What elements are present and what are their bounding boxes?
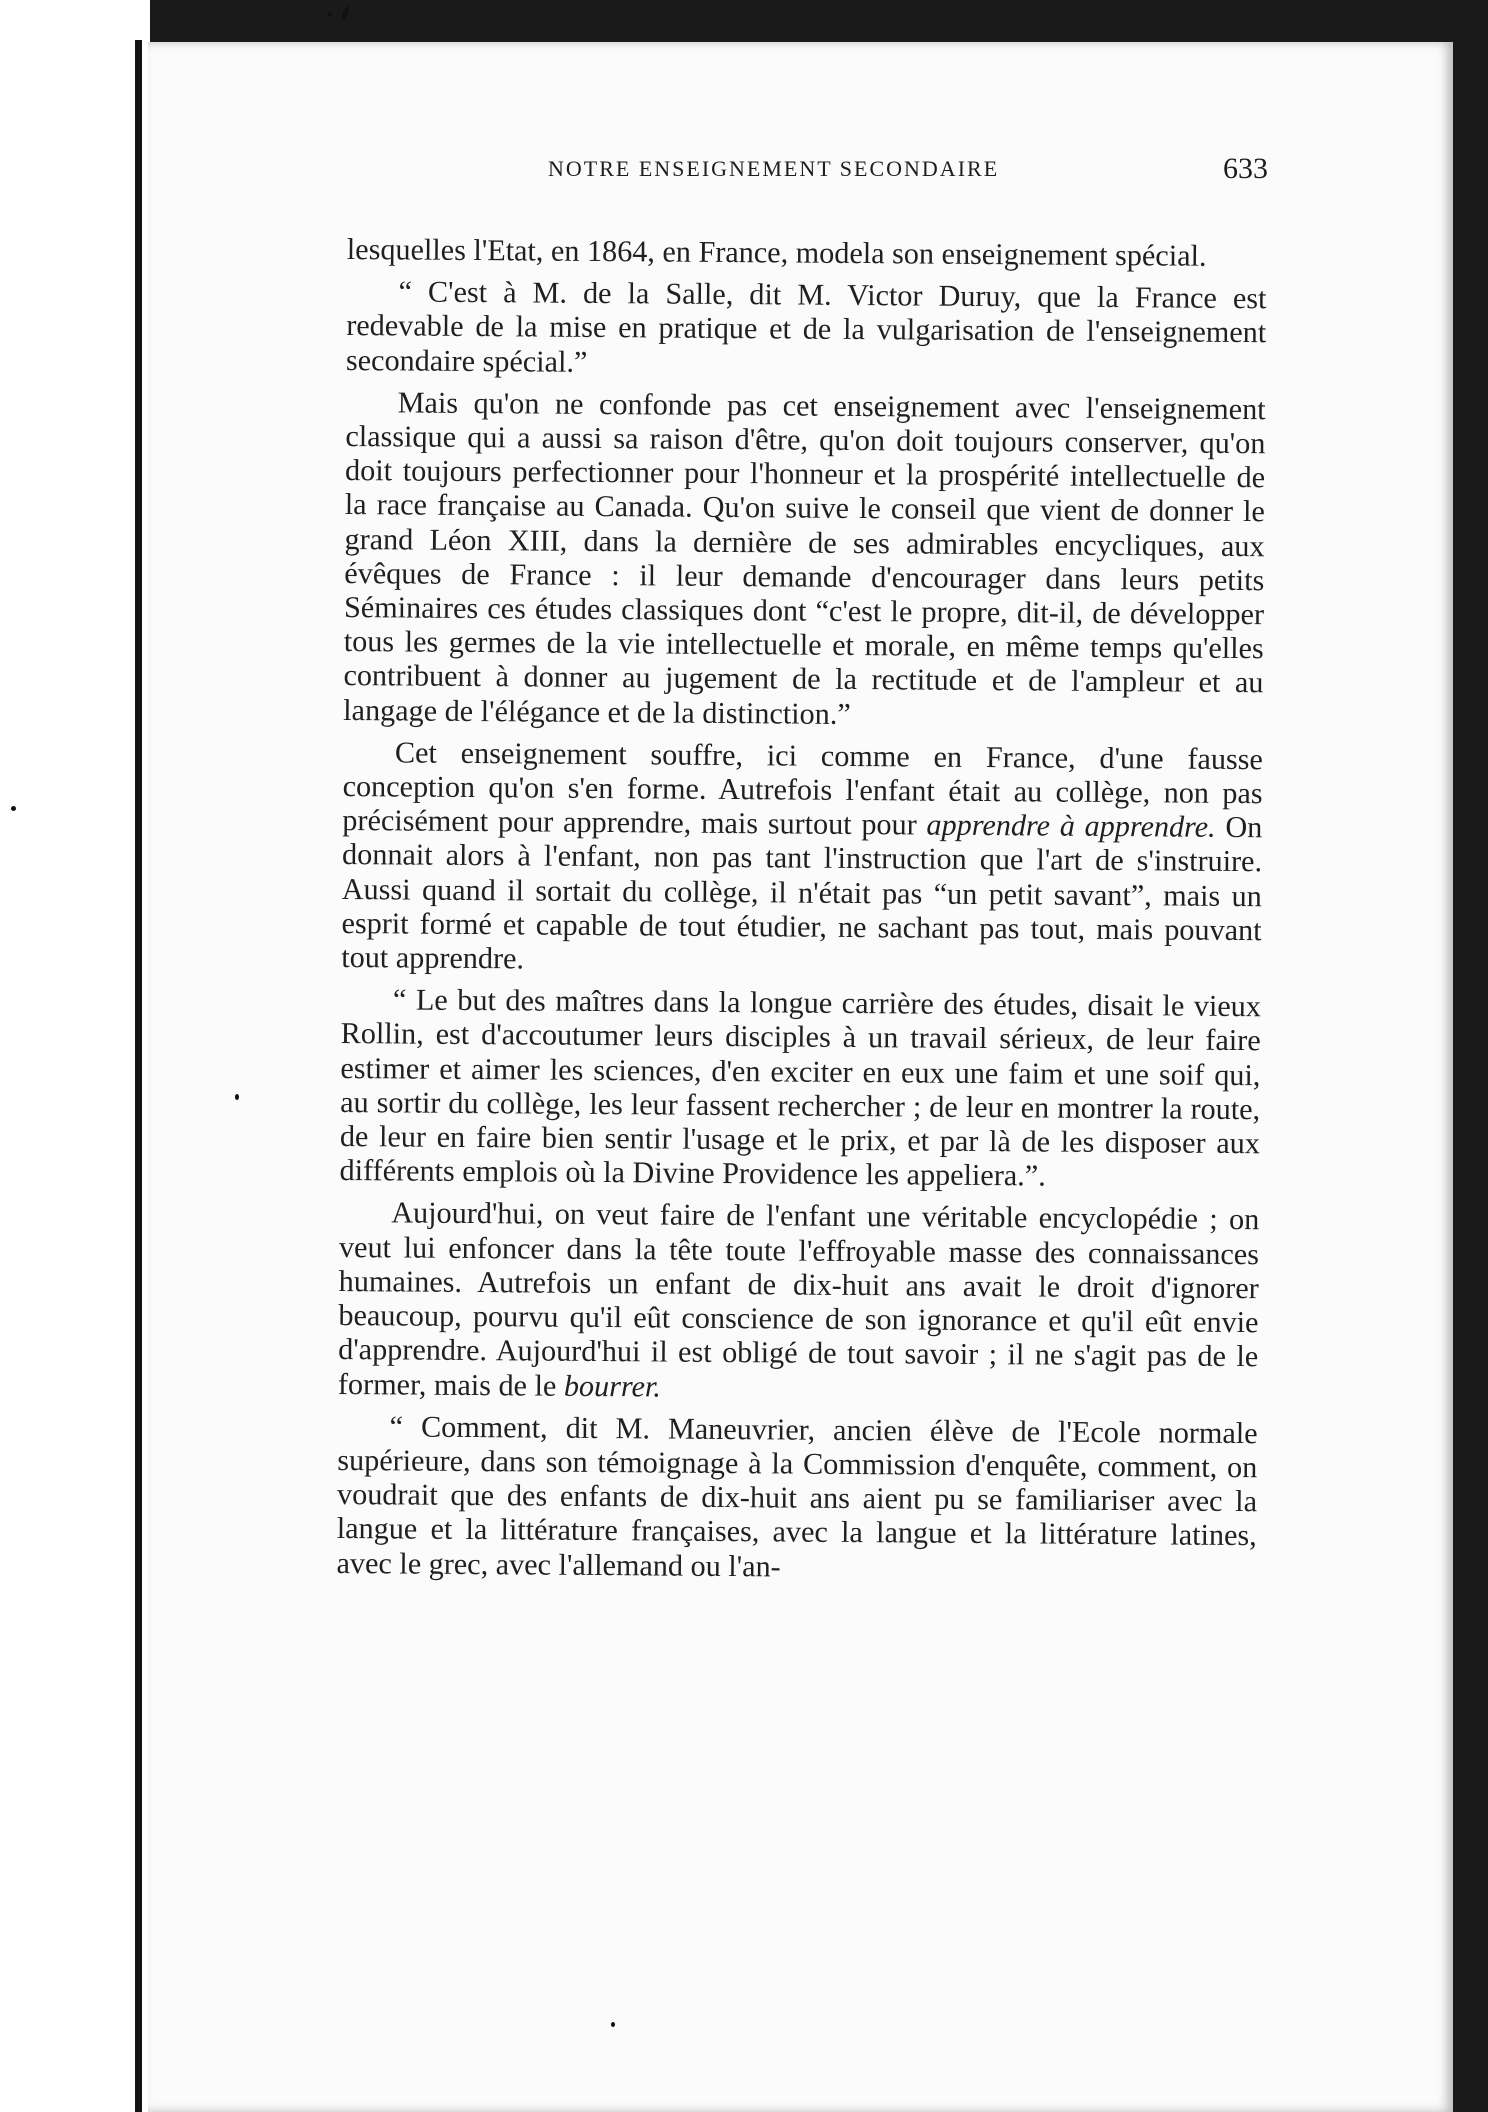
book-spine-shadow [135,40,142,2112]
paragraph: “ Le but des maîtres dans la longue carrière des études, disait le vieux Rollin, est d'accoutumer leurs disciples à un travail sérieux, de leur faire estimer et aimer les sciences, d'en exciter en eux une faim et une soif qui, au sortir du collège, les leur fassent rechercher ; de leur en montrer la route, de leur en faire bien sentir l'usage et le prix, et par là de les disposer aux différents emplois où la Divine Providence les appeliera.”. [339,982,1262,1193]
paragraph-text: Aujourd'hui, on veut faire de l'enfant une véritable encyclopédie ; on veut lui enfoncer dans la tête toute l'effroyable masse des connaissances humaines. Autrefois un enfant de dix-huit ans avait le droit d'ignorer beaucoup, pourvu qu'il eût conscience de son ignorance et qu'il eût envie d'apprendre. Aujourd'hui il est obligé de tout savoir ; il ne s'agit pas de le former, mais de le [337,1195,1260,1403]
paragraph: lesquelles l'Etat, en 1864, en France, modela son enseignement spécial. [346,232,1207,273]
scan-speck [328,12,332,17]
facing-page-margin [0,0,150,2112]
paragraph: Mais qu'on ne confonde pas cet enseignement avec l'enseignement classique qui a aussi sa raison d'être, qu'on doit toujours conserver, qu'on doit toujours perfectionner pour l'honneur et la prospérité intellectuelle de la race française au Canada. Qu'on suive le conseil que vient de donner le grand Léon XIII, dans la dernière de ses admirables encycliques, aux évêques de France : il leur demande d'encourager dans leurs petits Séminaires ces études classiques dont “c'est le propre, dit-il, de développer tous les germes de la vie intellectuelle et morale, en même temps qu'elles contribuent à donner au jugement de la rectitude et de l'ampleur et au langage de l'élégance et de la distinction.” [343,385,1266,731]
running-head: NOTRE ENSEIGNEMENT SECONDAIRE [548,156,1000,181]
italic-word: bourrer. [563,1368,662,1404]
page-header [148,152,1268,192]
scan-speck [611,2022,615,2027]
paragraph [338,1195,1260,1407]
paragraph-text: On donnait alors à l'enfant, non pas tant l'instruction que l'art de s'instruire. Aussi quand il sortait du collège, il n'était pas “un petit savant”, mais un esprit formé et capable de tout étudier, ne sachant pas tout, mais pouvant tout apprendre. [341,810,1263,976]
paragraph-text: Cet enseignement souffre, ici comme en France, d'une fausse conception qu'on s'en forme. Autrefois l'enfant était au collège, non pas précisément pour apprendre, mais surtout pour [342,735,1264,842]
page-number: 633 [1223,152,1268,185]
paragraph: “ C'est à M. de la Salle, dit M. Victor Duruy, que la France est redevable de la mise en pratique et de la vulgarisation de l'enseignement secondaire spécial.” [345,274,1267,379]
body-text [336,232,1267,1595]
scan-speck [11,806,16,811]
scan-speck [341,6,350,21]
paragraph [341,735,1263,982]
italic-phrase: apprendre à apprendre. [926,807,1216,845]
scan-speck [235,1094,239,1100]
paragraph: “ Comment, dit M. Maneuvrier, ancien élève de l'Ecole normale supérieure, dans son témoignage à la Commission d'enquête, comment, on voudrait que des enfants de dix-huit ans aient pu se familiariser avec la langue et la littérature françaises, avec la langue et la littérature latines, avec le grec, avec l'allemand ou l'an- [336,1409,1258,1583]
